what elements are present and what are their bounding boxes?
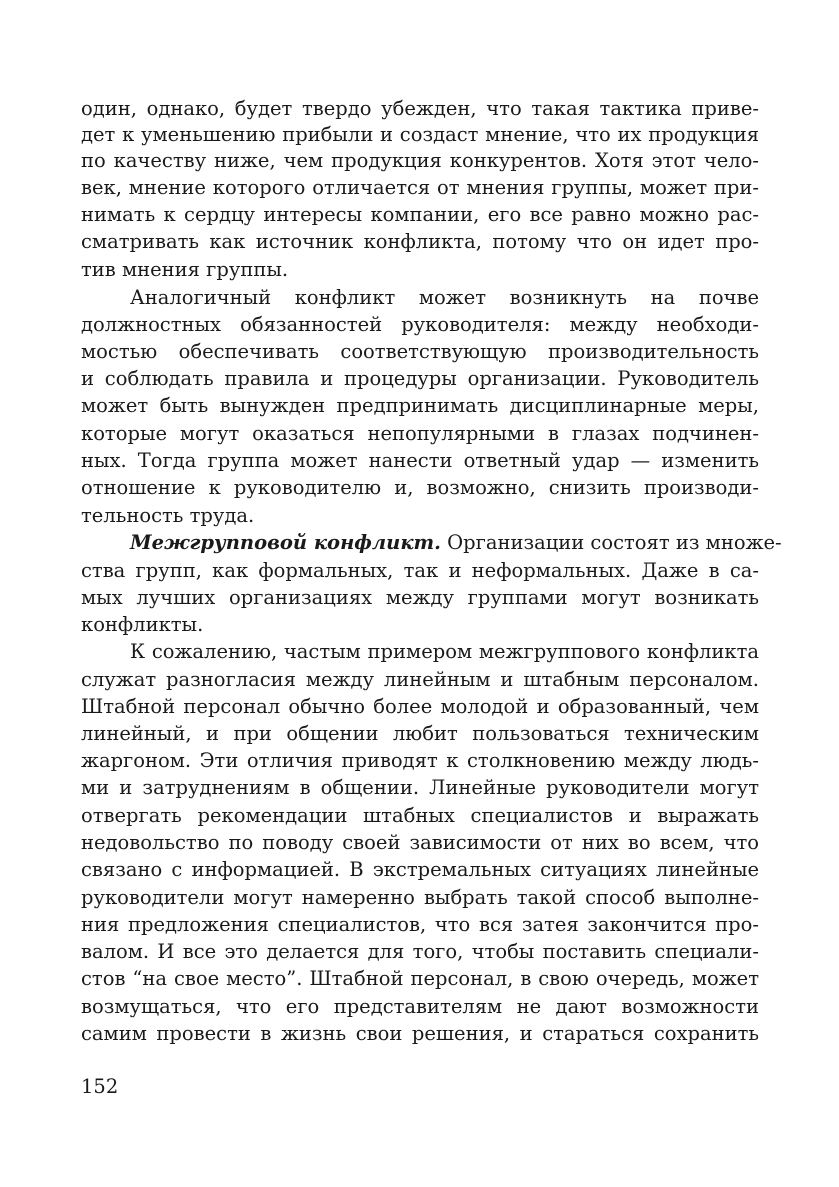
text-line: стов “на свое место”. Штабной персонал, в свою очередь, может (81, 967, 759, 990)
text-line: нимать к сердцу интересы компании, его все равно можно рас- (81, 203, 759, 226)
section-lead-in: Межгрупповой конфликт. (130, 531, 441, 554)
text-line: может быть вынужден предпринимать дисциплинарные меры, (81, 394, 759, 417)
text-line: сматривать как источник конфликта, потому что он идет про- (81, 230, 759, 253)
text-line: век, мнение которого отличается от мнения группы, может при- (81, 176, 759, 199)
text-line: самим провести в жизнь свои решения, и стараться сохранить (81, 1022, 759, 1045)
text-line: связано с информацией. В экстремальных ситуациях линейные (81, 858, 759, 881)
text-line: которые могут оказаться непопулярными в глазах подчинен- (81, 422, 759, 445)
text-line: руководители могут намеренно выбрать такой способ выполне- (81, 886, 759, 909)
text-line: линейный, и при общении любит пользоваться техническим (81, 722, 759, 745)
page-number: 152 (81, 1075, 119, 1098)
text-line: мых лучших организациях между группами могут возникать (81, 586, 759, 609)
text-line: один, однако, будет твердо убежден, что такая тактика приве- (81, 97, 759, 120)
text-line: мостью обеспечивать соответствующую производительность (81, 340, 759, 363)
text-run: Организации состоят из множе- (440, 531, 782, 554)
text-line: тив мнения группы. (81, 258, 289, 281)
text-line: по качеству ниже, чем продукция конкурентов. Хотя этот чело- (81, 149, 759, 172)
text-line: ми и затруднениям в общении. Линейные руководители могут (81, 776, 759, 799)
text-line: ных. Тогда группа может нанести ответный удар — изменить (81, 449, 759, 472)
text-line: и соблюдать правила и процедуры организации. Руководитель (81, 367, 759, 390)
text-line: недовольство по поводу своей зависимости от них во всем, что (81, 831, 759, 854)
text-line: отношение к руководителю и, возможно, снизить производи- (81, 476, 759, 499)
text-line: дет к уменьшению прибыли и создаст мнение, что их продукция (81, 123, 759, 146)
paragraph-first-line: Аналогичный конфликт может возникнуть на почве (130, 286, 759, 309)
text-line: конфликты. (81, 613, 204, 636)
text-line: служат разногласия между линейным и штабным персоналом. (81, 668, 759, 691)
text-line: тельность труда. (81, 504, 255, 527)
paragraph-first-line: К сожалению, частым примером межгруппового конфликта (130, 640, 759, 663)
text-line: валом. И все это делается для того, чтобы поставить специали- (81, 940, 759, 963)
text-line: жаргоном. Эти отличия приводят к столкновению между людь- (81, 749, 759, 772)
text-line: отвергать рекомендации штабных специалистов и выражать (81, 804, 759, 827)
text-line: ства групп, как формальных, так и неформальных. Даже в са- (81, 559, 759, 582)
text-line: должностных обязанностей руководителя: между необходи- (81, 313, 759, 336)
text-line: Штабной персонал обычно более молодой и образованный, чем (81, 695, 759, 718)
paragraph-first-line (130, 529, 782, 556)
text-line: ния предложения специалистов, что вся затея закончится про- (81, 913, 759, 936)
text-line: возмущаться, что его представителям не дают возможности (81, 995, 759, 1018)
